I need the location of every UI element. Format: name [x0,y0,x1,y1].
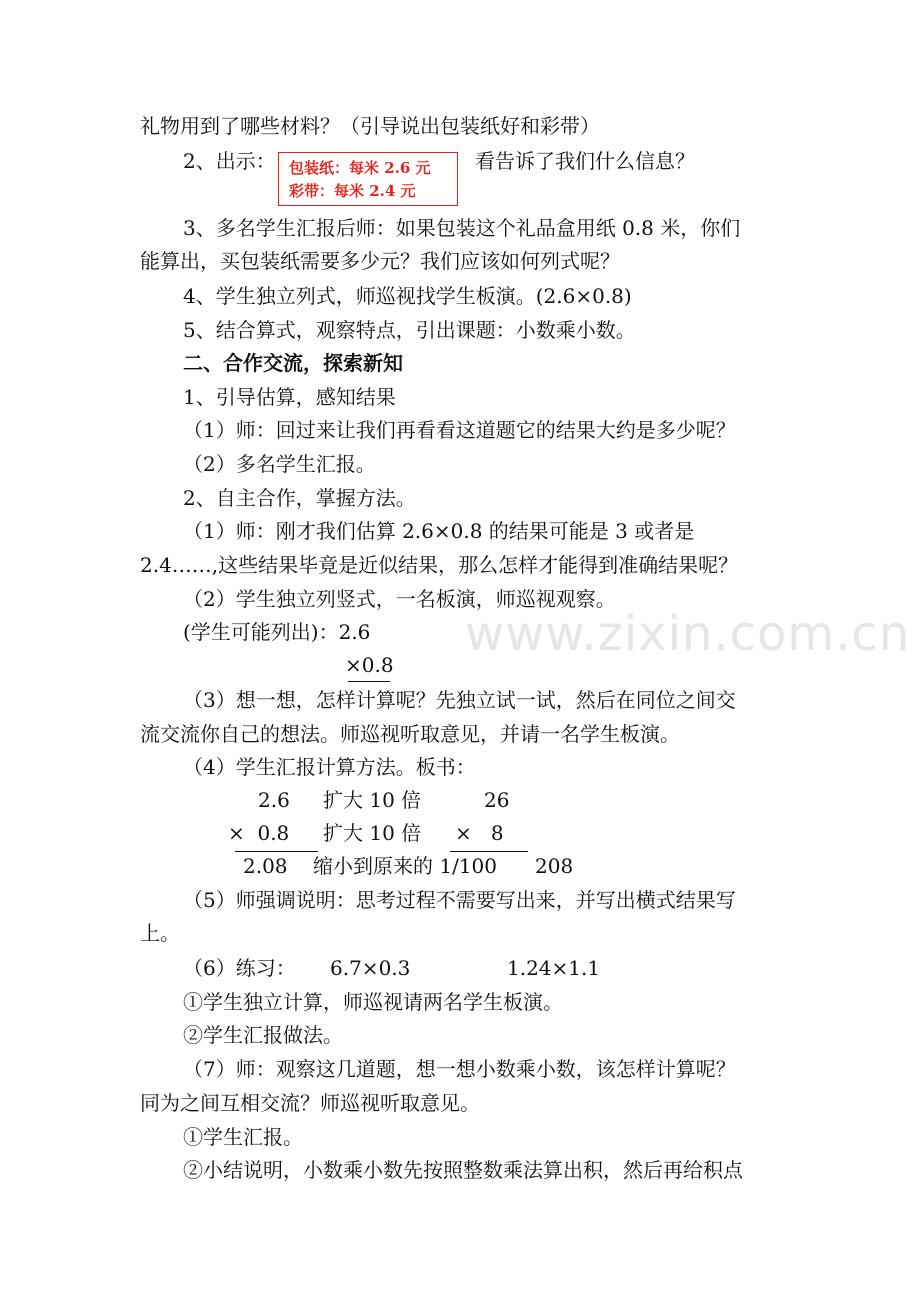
text-line: 同为之间互相交流？师巡视听取意见。 [140,1091,480,1115]
text-line: （2）学生独立列竖式，一名板演，师巡视观察。 [183,587,616,611]
price-box-line: 包装纸：每米 2.6 元 [289,159,431,177]
text-line: 看告诉了我们什么信息？ [475,149,695,173]
text-line: 流交流你自己的想法。师巡视听取意见，并请一名学生板演。 [140,722,680,746]
text-line: （2）多名学生汇报。 [183,452,376,476]
vertical-calc-line: ×0.8 [345,653,394,677]
text-line: 礼物用到了哪些材料？（引导说出包装纸好和彩带） [140,114,600,138]
calc-cell: 缩小到原来的 1/100 [313,854,497,878]
text-line: (学生可能列出)：2.6 [183,620,371,644]
calc-cell: 2.08 [243,854,288,878]
text-line: （1）师：回过来让我们再看看这道题它的结果大约是多少呢？ [183,418,736,442]
text-line: 2、出示： [183,149,276,173]
calc-rule [450,851,528,852]
text-line: ②学生汇报做法。 [183,1023,343,1047]
price-box-line: 彩带：每米 2.4 元 [289,182,416,200]
text-line: 1、引导估算，感知结果 [183,385,396,409]
calc-cell: 26 [484,788,510,812]
calc-cell: 扩大 10 倍 [323,821,422,845]
calc-cell: 扩大 10 倍 [323,788,422,812]
text-line: （1）师：刚才我们估算 2.6×0.8 的结果可能是 3 或者是 [183,519,695,543]
text-line: （4）学生汇报计算方法。板书： [183,755,476,779]
watermark: www.zixin.com.cn [465,606,911,662]
price-box [278,152,458,206]
calc-cell: × 8 [455,821,504,845]
text-line: 2.4……,这些结果毕竟是近似结果，那么怎样才能得到准确结果呢？ [140,553,739,577]
text-line: （5）师强调说明：思考过程不需要写出来，并写出横式结果写 [183,888,736,912]
text-line: （6）练习： [183,956,296,980]
text-line: 上。 [140,921,180,945]
text-line: 2、自主合作，掌握方法。 [183,486,416,510]
exercise-item: 6.7×0.3 [330,956,411,980]
section-heading: 二、合作交流，探索新知 [183,351,403,375]
exercise-item: 1.24×1.1 [507,956,601,980]
calc-cell: 2.6 [258,788,290,812]
calc-cell: 208 [535,854,574,878]
text-line: ①学生独立计算，师巡视请两名学生板演。 [183,990,563,1014]
text-line: （3）想一想，怎样计算呢？先独立试一试，然后在同位之间交 [183,688,736,712]
text-line: （7）师：观察这几道题，想一想小数乘小数，该怎样计算呢？ [183,1057,736,1081]
calc-cell: × 0.8 [228,821,290,845]
text-line: ①学生汇报。 [183,1125,303,1149]
text-line: 4、学生独立列式，师巡视找学生板演。(2.6×0.8) [183,284,632,308]
calc-rule [348,681,390,682]
text-line: 5、结合算式，观察特点，引出课题：小数乘小数。 [183,318,636,342]
text-line: 能算出，买包装纸需要多少元？我们应该如何列式呢？ [140,249,620,273]
text-line: ②小结说明，小数乘小数先按照整数乘法算出积，然后再给积点 [183,1158,743,1182]
calc-rule [235,851,318,852]
text-line: 3、多名学生汇报后师：如果包装这个礼品盒用纸 0.8 米，你们 [183,216,741,240]
